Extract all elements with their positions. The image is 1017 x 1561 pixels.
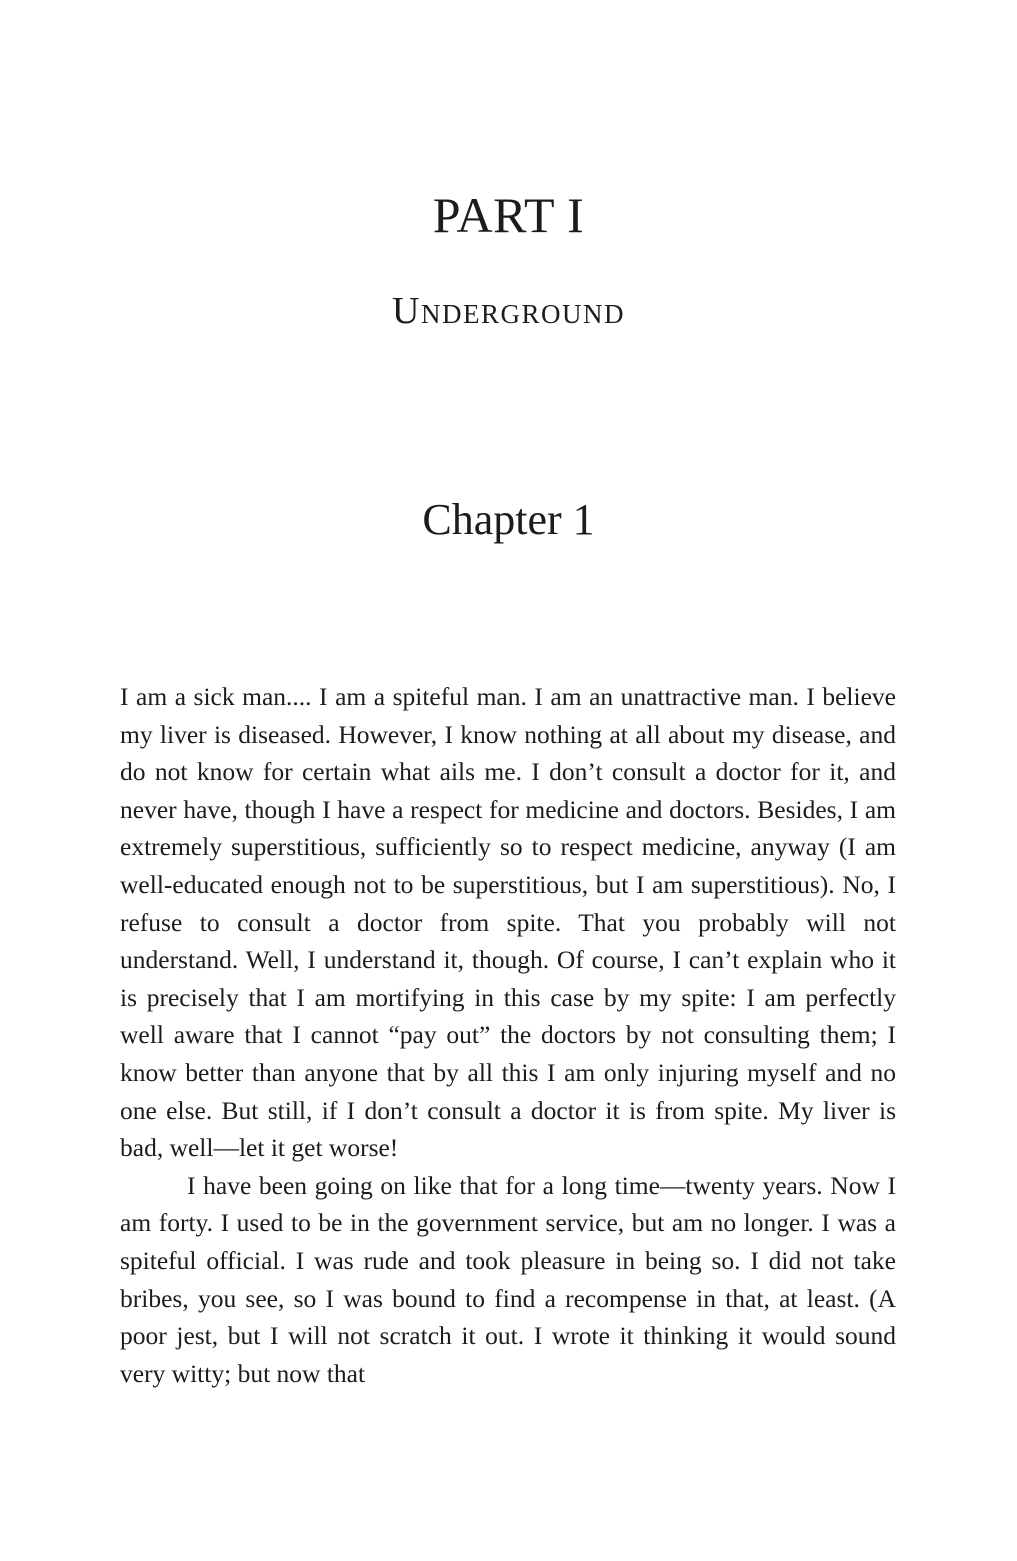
chapter-body	[120, 678, 896, 1392]
chapter-title: Chapter 1	[422, 495, 595, 544]
paragraph: I have been going on like that for a long time—twenty years. Now I am forty. I used to be in the government service, but am no longer. I was a spiteful official. I was rude and took pleasure in being so. I did not take bribes, you see, so I was bound to find a recompense in that, at least. (A poor jest, but I will not scratch it out. I wrote it thinking it would sound very witty; but now that	[120, 1170, 896, 1388]
paragraph: I am a sick man.... I am a spiteful man. I am an unattractive man. I believe my liver is diseased. However, I know nothing at all about my disease, and do not know for certain what ails me. I don’t consult a doctor for it, and never have, though I have a respect for medicine and doctors. Besides, I am extremely superstitious, sufficiently so to respect medicine, anyway (I am well-educated enough not to be superstitious, but I am superstitious). No, I refuse to consult a doctor from spite. That you probably will not understand. Well, I understand it, though. Of course, I can’t explain who it is precisely that I am mortifying in this case by my spite: I am perfectly well aware that I cannot “pay out” the doctors by not consulting them; I know better than anyone that by all this I am only injuring myself and no one else. But still, if I don’t consult a doctor it is from spite. My liver is bad, well—let it get worse!	[120, 682, 896, 1163]
part-title: PART I	[432, 187, 585, 243]
part-subtitle: Underground	[392, 290, 625, 332]
